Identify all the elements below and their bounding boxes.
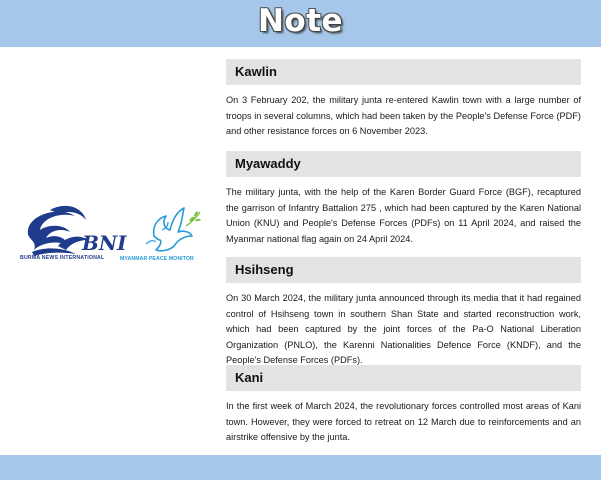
- section-body: In the first week of March 2024, the revolutionary forces controlled most areas of Kani town. However, they were forced to retreat on 12 March due to reinforcements and an airstrike offensive by the junta.: [226, 401, 581, 443]
- section-body: On 3 February 202, the military junta re-entered Kawlin town with a large number of troops in several columns, which had been taken by the People's Defense Force (PDF) and other resistance forces on 6 November 2023.: [226, 95, 581, 137]
- bottom-banner: [0, 455, 601, 480]
- section-body: On 30 March 2024, the military junta announced through its media that it had regained control of Hsihseng town in southern Shan State and started reconstruction work, which had been captured by the joint forces of the Pa-O National Liberation Organization (PNLO), the Karenni Nationalities Defence Force (KNDF), and the People's Defense Forces (PDFs).: [226, 293, 581, 366]
- bni-caption: BURMA NEWS INTERNATIONAL: [20, 255, 105, 261]
- logo-group: [20, 200, 200, 266]
- section-myawaddy: [226, 151, 581, 247]
- page-title: Note: [257, 3, 344, 39]
- mpm-caption: MYANMAR PEACE MONITOR: [120, 256, 194, 262]
- section-kawlin: [226, 59, 581, 140]
- section-body: The military junta, with the help of the Karen Border Guard Force (BGF), recaptured the garrison of Infantry Battalion 275 , which had been captured by the Karen National Union (KNU) and People's Defense Forces (PDFs) on 11 April 2024, and raised the Myanmar national flag again on 24 April 2024.: [226, 187, 581, 244]
- bni-wordmark: BNI: [82, 231, 127, 255]
- section-heading: Hsihseng: [226, 257, 581, 283]
- section-heading: Myawaddy: [226, 151, 581, 177]
- section-hsihseng: [226, 257, 581, 369]
- section-heading: Kani: [226, 365, 581, 391]
- section-heading: Kawlin: [226, 59, 581, 85]
- section-kani: [226, 365, 581, 446]
